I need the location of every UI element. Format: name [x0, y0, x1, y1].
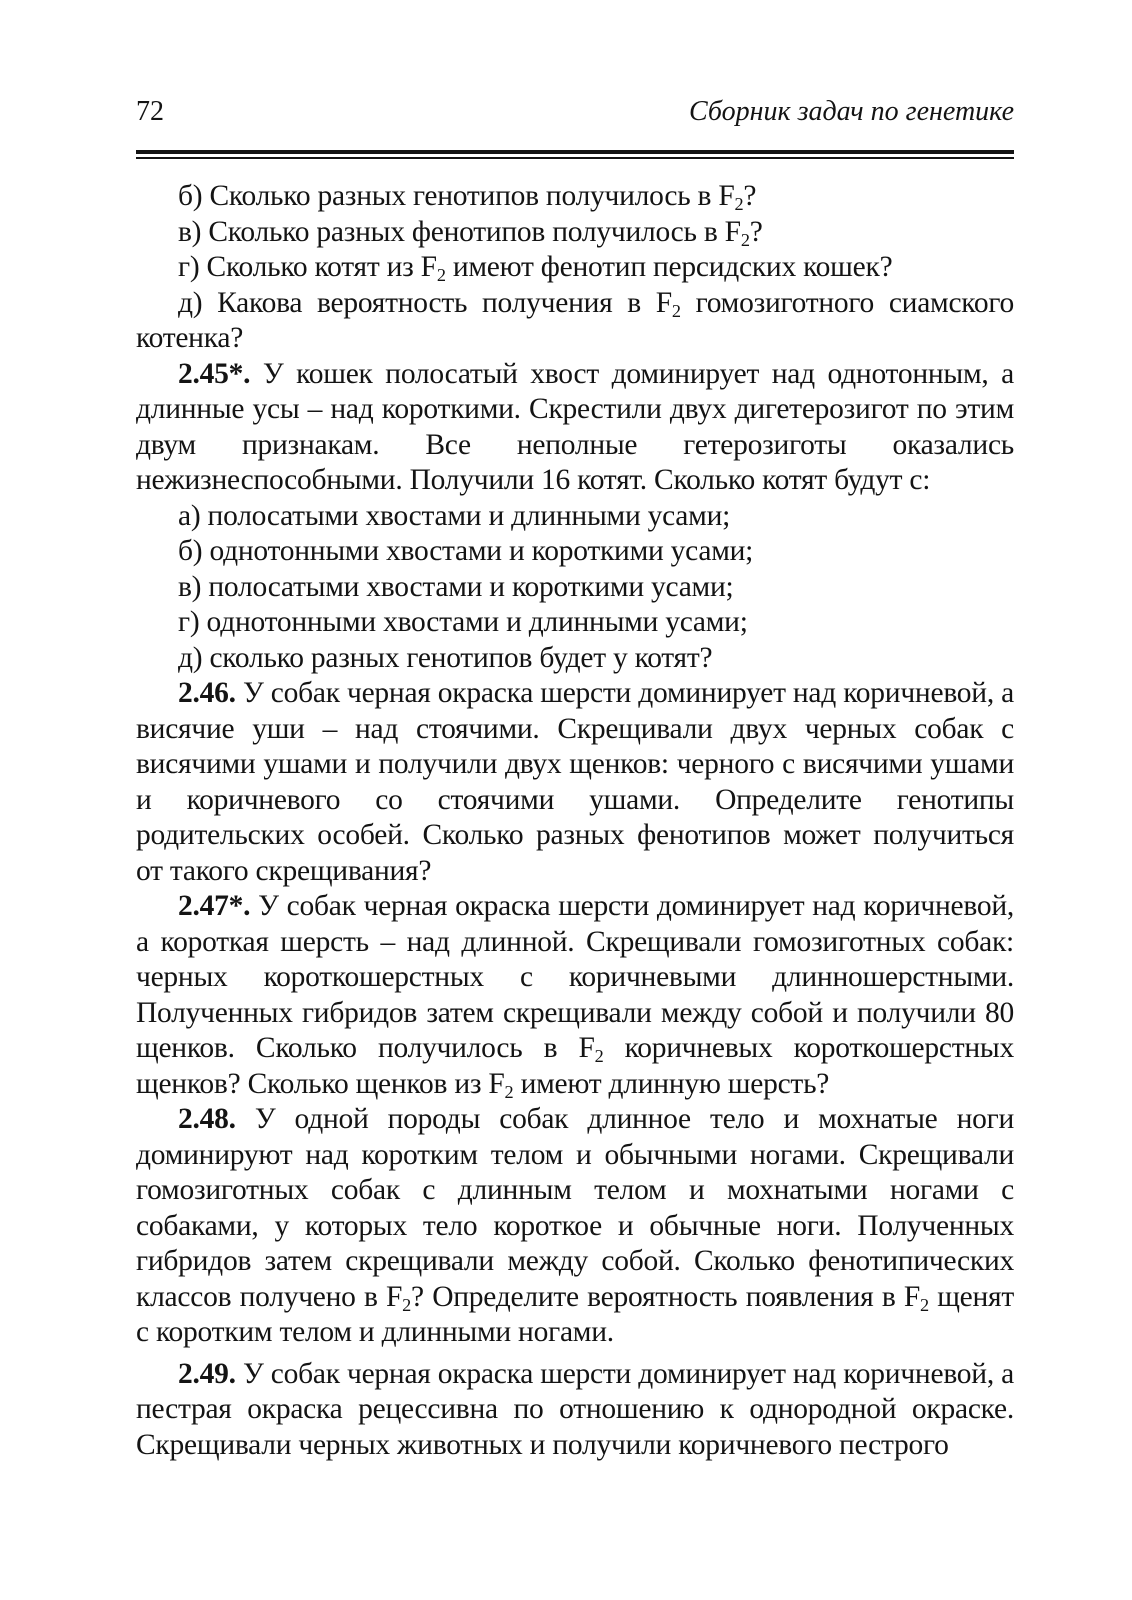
problem-number: 2.47*. [178, 890, 251, 922]
problem-2-47: 2.47*. У собак черная окраска шерсти доминирует над коричневой, а короткая шерсть – над длинной. Скрещивали гомозиготных собак: черных короткошерстных с коричневыми длинношерстными. Полученных гибридов затем скрещивали между собой и получили 80 щенков. Сколько получилось в $F_2$ коричневых короткошерстных щенков? Сколько щенков из $F_2$ имеют длинную шерсть? [136, 890, 1014, 1102]
problem-2-45-item-b: б) однотонными хвостами и короткими усами; [178, 535, 754, 567]
problem-2-45-item-d: д) сколько разных генотипов будет у котят? [178, 641, 713, 674]
question-g: г) Сколько котят из $F_2$ имеют фенотип персидских кошек? [178, 251, 893, 286]
problem-2-45 [136, 357, 1014, 499]
problem-number: 2.48. [178, 1103, 236, 1135]
problem-2-45-item-g: г) однотонными хвостами и длинными усами; [178, 606, 748, 638]
problem-text: У собак черная окраска шерсти доминирует над коричневой, а пестрая окраска рецессивна по отношению к однородной окраске. Скрещивали черных животных и получили коричневого пестрого [136, 1357, 1014, 1461]
problem-text: У собак черная окраска шерсти доминирует над коричневой, а висячие уши – над стоячими. Скрещивали двух черных собак с висячими ушами и получили двух щенков: черного с висячими ушами и коричневого со стоячими ушами. Определите генотипы родительских особей. Сколько разных фенотипов может получиться от такого скрещивания? [136, 677, 1014, 887]
page-number: 72 [136, 96, 164, 127]
problem-number: 2.46. [178, 677, 236, 709]
header-rule-thin [136, 157, 1014, 159]
problem-number: 2.49. [178, 1357, 236, 1390]
page-body [136, 179, 1014, 1463]
problem-2-49 [136, 1357, 1014, 1464]
question-d: д) Какова вероятность получения в $F_2$ гомозиготного сиамского котенка? [136, 286, 1015, 354]
problem-2-46 [136, 676, 1014, 889]
running-header [136, 96, 1014, 140]
question-v: в) Сколько разных фенотипов получилось в $F_2$? [178, 215, 763, 250]
problem-2-45-item-a: а) полосатыми хвостами и длинными усами; [178, 499, 731, 532]
question-b: б) Сколько разных генотипов получилось в $F_2$? [178, 180, 757, 215]
header-rule-thick [136, 150, 1014, 154]
problem-text: У кошек полосатый хвост доминирует над однотонным, а длинные усы – над короткими. Скрестили двух дигетерозигот по этим двум признакам. Все неполные гетерозиготы оказались нежизнеспособными. Получили 16 котят. Сколько котят будут с: [136, 357, 1014, 496]
problem-2-45-item-v: в) полосатыми хвостами и короткими усами; [178, 570, 734, 603]
book-page [136, 96, 1014, 1463]
problem-number: 2.45*. [178, 357, 251, 390]
problem-2-48: 2.48. У одной породы собак длинное тело и мохнатые ноги доминируют над коротким телом и обычными ногами. Скрещивали гомозиготных собак с длинным телом и мохнатыми ногами с собаками, у которых тело короткое и обычные ноги. Полученных гибридов затем скрещивали между собой. Сколько фенотипических классов получено в $F_2$? Определите вероятность появления в $F_2$ щенят с коротким телом и длинными ногами. [136, 1103, 1015, 1348]
book-title: Сборник задач по генетике [689, 96, 1014, 127]
